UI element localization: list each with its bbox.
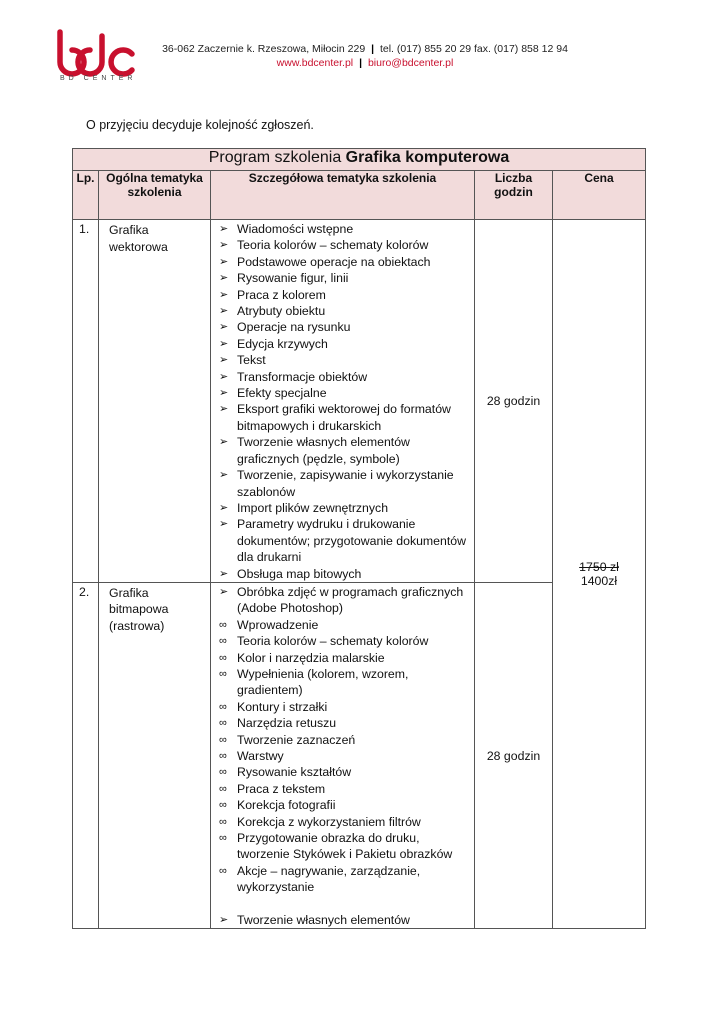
topic-text: Edycja krzywych xyxy=(237,336,328,351)
arrow-icon: ➢ xyxy=(219,305,229,318)
list-gap xyxy=(219,896,474,912)
website-link[interactable]: www.bdcenter.pl xyxy=(276,57,354,69)
row-category: Grafika wektorowa xyxy=(99,220,211,583)
program-table xyxy=(72,148,646,929)
list-item xyxy=(219,633,474,649)
arrow-icon: ➢ xyxy=(219,585,229,598)
list-item xyxy=(219,385,474,401)
row-hours: 28 godzin xyxy=(475,220,553,583)
list-item xyxy=(219,303,474,319)
list-item xyxy=(219,617,474,633)
list-item xyxy=(219,732,474,748)
header-contact xyxy=(160,43,570,55)
arrow-icon: ➢ xyxy=(219,567,229,580)
infinity-icon: ∞ xyxy=(219,782,227,795)
list-item xyxy=(219,434,474,467)
topic-text: Podstawowe operacje na obiektach xyxy=(237,254,431,269)
note-text: O przyjęciu decyduje kolejność zgłoszeń. xyxy=(86,118,314,132)
list-item xyxy=(219,221,474,237)
list-item xyxy=(219,287,474,303)
topic-text: Akcje – nagrywanie, zarządzanie, wykorzystanie xyxy=(237,863,421,895)
list-item xyxy=(219,237,474,253)
arrow-icon: ➢ xyxy=(219,518,229,531)
col-header-lp: Lp. xyxy=(73,171,99,220)
infinity-icon: ∞ xyxy=(219,618,227,631)
topic-text: Narzędzia retuszu xyxy=(237,716,337,731)
arrow-icon: ➢ xyxy=(219,913,229,926)
col-header-detailed: Szczegółowa tematyka szkolenia xyxy=(211,171,475,220)
email-link[interactable]: biuro@bdcenter.pl xyxy=(367,57,454,69)
topic-text: Tworzenie zaznaczeń xyxy=(237,732,356,747)
list-item xyxy=(219,584,474,617)
list-item xyxy=(219,912,474,928)
list-item xyxy=(219,830,474,863)
infinity-icon: ∞ xyxy=(219,717,227,730)
arrow-icon: ➢ xyxy=(219,436,229,449)
topic-text: Kolor i narzędzia malarskie xyxy=(237,650,385,665)
infinity-icon: ∞ xyxy=(219,799,227,812)
infinity-icon: ∞ xyxy=(219,750,227,762)
list-item xyxy=(219,699,474,715)
topic-text: Parametry wydruku i drukowanie dokumentów; przygotowanie dokumentów dla drukarni xyxy=(237,517,466,565)
topic-text: Praca z kolorem xyxy=(237,287,326,302)
old-price: 1750 zł xyxy=(579,560,619,575)
topic-text: Atrybuty obiektu xyxy=(237,304,326,319)
list-item xyxy=(219,566,474,582)
phone-text: tel. (017) 855 20 29 fax. (017) 858 12 94 xyxy=(379,43,568,55)
list-item xyxy=(219,270,474,286)
table-row xyxy=(73,220,646,583)
list-item xyxy=(219,401,474,434)
arrow-icon: ➢ xyxy=(219,501,229,514)
infinity-icon: ∞ xyxy=(219,766,227,779)
arrow-icon: ➢ xyxy=(219,387,229,400)
arrow-icon: ➢ xyxy=(219,370,229,383)
topic-text: Rysowanie kształtów xyxy=(237,765,352,780)
arrow-icon: ➢ xyxy=(219,321,229,334)
topic-text: Kontury i strzałki xyxy=(237,699,328,714)
divider: | xyxy=(359,57,363,69)
logo-subtitle: BD CENTER xyxy=(60,75,137,82)
list-item xyxy=(219,319,474,335)
topic-text: Korekcja fotografii xyxy=(237,798,336,813)
arrow-icon: ➢ xyxy=(219,239,229,252)
topic-text: Teoria kolorów – schematy kolorów xyxy=(237,238,429,253)
price-cell xyxy=(553,220,646,929)
divider: | xyxy=(371,43,375,55)
row-category: Grafika bitmapowa (rastrowa) xyxy=(99,582,211,928)
topic-text: Eksport grafiki wektorowej do formatów bitmapowych i drukarskich xyxy=(237,402,451,433)
row-number: 2. xyxy=(73,582,99,928)
list-item xyxy=(219,500,474,516)
arrow-icon: ➢ xyxy=(219,272,229,285)
list-item xyxy=(219,467,474,500)
infinity-icon: ∞ xyxy=(219,651,227,664)
list-item xyxy=(219,336,474,352)
topic-text: Tworzenie własnych elementów graficznych (pędzle, symbole) xyxy=(237,435,410,466)
arrow-icon: ➢ xyxy=(219,223,229,235)
arrow-icon: ➢ xyxy=(219,354,229,367)
row-topics xyxy=(211,220,475,583)
table-title: Program szkolenia Grafika komputerowa xyxy=(73,149,646,171)
list-item xyxy=(219,797,474,813)
topic-text: Wprowadzenie xyxy=(237,617,319,632)
list-item xyxy=(219,254,474,270)
infinity-icon: ∞ xyxy=(219,815,227,828)
infinity-icon: ∞ xyxy=(219,832,227,845)
topic-text: Warstwy xyxy=(237,749,284,763)
list-item xyxy=(219,814,474,830)
topic-text: Wiadomości wstępne xyxy=(237,222,354,236)
col-header-price: Cena xyxy=(553,171,646,220)
infinity-icon: ∞ xyxy=(219,864,227,877)
topic-text: Obsługa map bitowych xyxy=(237,566,362,581)
list-item xyxy=(219,352,474,368)
address-text: 36-062 Zaczernie k. Rzeszowa, Miłocin 229 xyxy=(162,43,366,55)
list-item xyxy=(219,715,474,731)
topic-text: Tworzenie własnych elementów xyxy=(237,912,410,927)
list-item xyxy=(219,650,474,666)
header-links xyxy=(160,57,570,69)
infinity-icon: ∞ xyxy=(219,700,227,713)
topic-text: Efekty specjalne xyxy=(237,386,327,401)
arrow-icon: ➢ xyxy=(219,255,229,268)
infinity-icon: ∞ xyxy=(219,635,227,648)
arrow-icon: ➢ xyxy=(219,469,229,482)
topic-text: Import plików zewnętrznych xyxy=(237,500,389,515)
topic-text: Rysowanie figur, linii xyxy=(237,271,349,286)
row-hours: 28 godzin xyxy=(475,582,553,928)
list-item xyxy=(219,516,474,565)
arrow-icon: ➢ xyxy=(219,288,229,301)
list-item xyxy=(219,781,474,797)
topic-text: Wypełnienia (kolorem, wzorem, gradientem) xyxy=(237,666,409,698)
topic-text: Teoria kolorów – schematy kolorów xyxy=(237,634,429,649)
list-item xyxy=(219,748,474,764)
topic-text: Przygotowanie obrazka do druku, tworzenie Stykówek i Pakietu obrazków xyxy=(237,831,453,862)
infinity-icon: ∞ xyxy=(219,733,227,746)
topic-text: Transformacje obiektów xyxy=(237,369,368,384)
list-item xyxy=(219,863,474,896)
infinity-icon: ∞ xyxy=(219,667,227,680)
arrow-icon: ➢ xyxy=(219,337,229,350)
col-header-hours: Liczba godzin xyxy=(475,171,553,220)
new-price: 1400zł xyxy=(580,574,618,589)
list-item xyxy=(219,666,474,699)
topic-text: Operacje na rysunku xyxy=(237,320,351,335)
topic-text: Korekcja z wykorzystaniem filtrów xyxy=(237,814,421,829)
row-topics xyxy=(211,582,475,928)
topic-text: Praca z tekstem xyxy=(237,781,326,796)
topic-text: Tekst xyxy=(237,353,266,368)
row-number: 1. xyxy=(73,220,99,583)
list-item xyxy=(219,369,474,385)
topic-text: Obróbka zdjęć w programach graficznych (Adobe Photoshop) xyxy=(237,584,464,616)
arrow-icon: ➢ xyxy=(219,403,229,416)
topic-text: Tworzenie, zapisywanie i wykorzystanie szablonów xyxy=(237,468,454,499)
col-header-general: Ogólna tematyka szkolenia xyxy=(99,171,211,220)
list-item xyxy=(219,764,474,780)
